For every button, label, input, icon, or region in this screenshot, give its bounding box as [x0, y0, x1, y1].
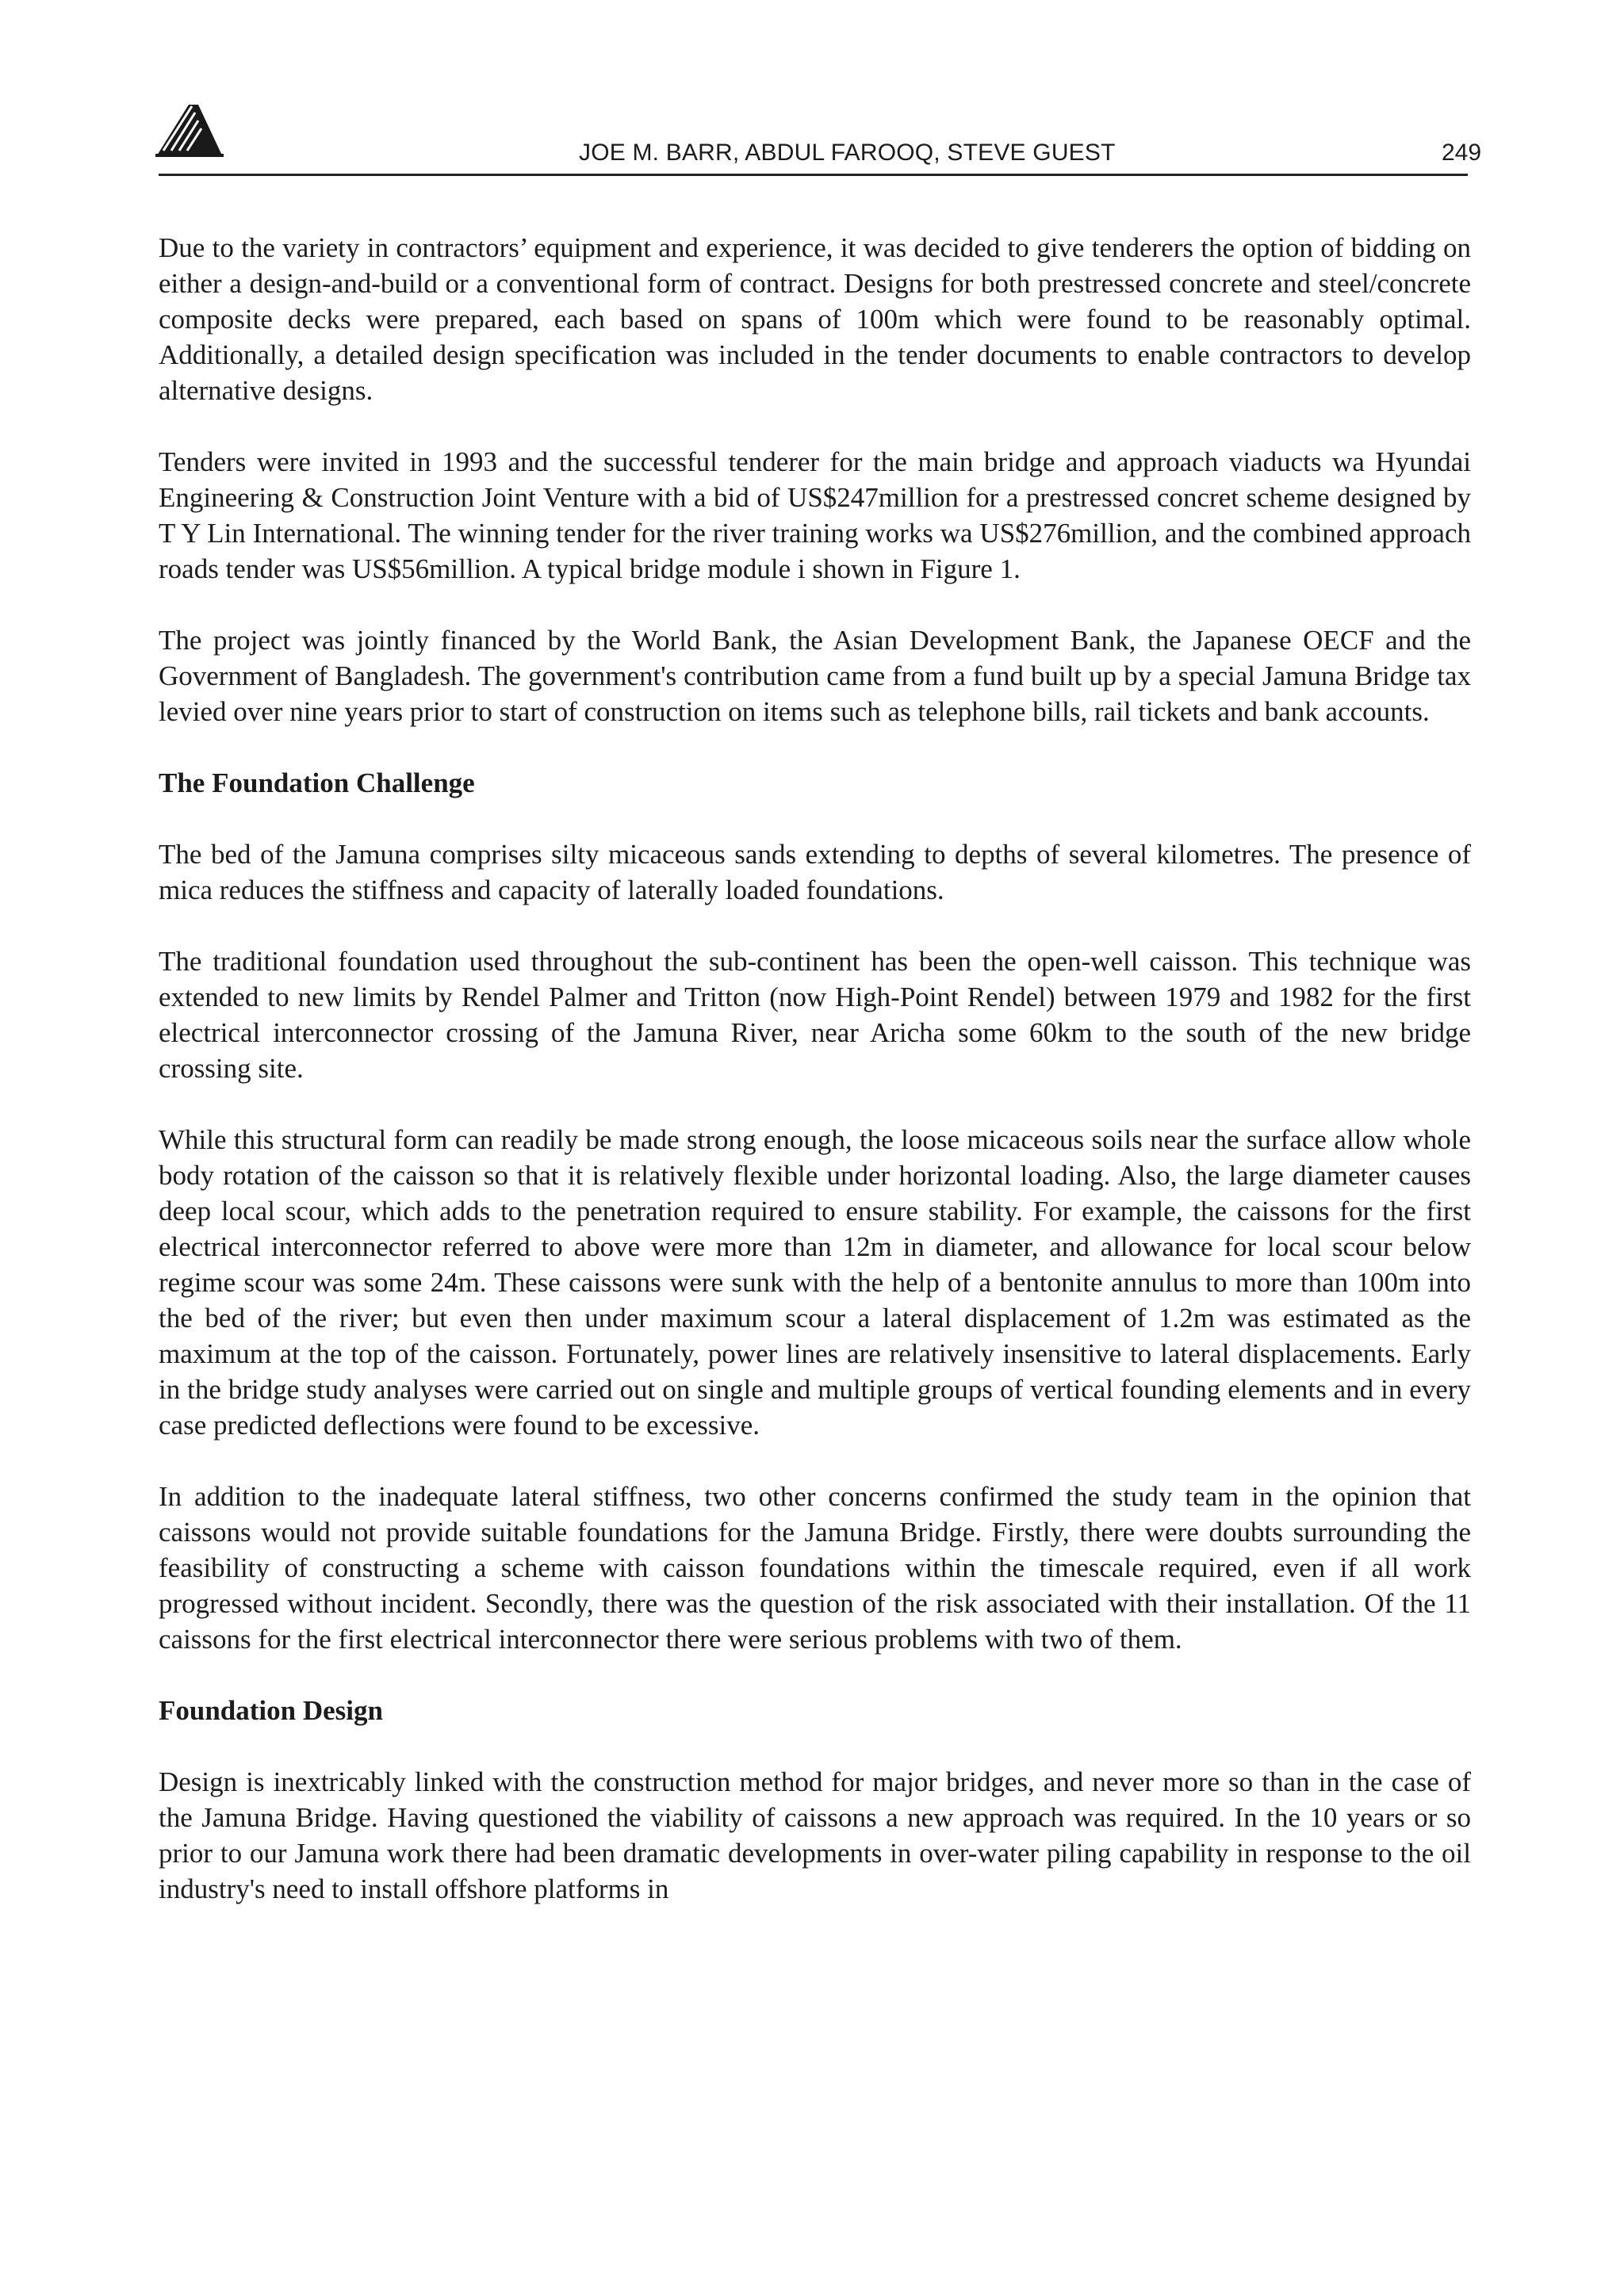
running-header-authors: JOE M. BARR, ABDUL FAROOQ, STEVE GUEST: [579, 140, 1116, 166]
publisher-logo-icon: [155, 101, 224, 157]
paragraph-traditional-foundation: The traditional foundation used throughout the sub-continent has been the open-well caisson. This technique was extended to new limits by Rendel Palmer and Tritton (now High-Point Rendel) between 1979 and 1982 for the first electrical interconnector crossing of the Jamuna River, near Aricha some 60km to the south of the new bridge crossing site.: [159, 946, 1471, 1084]
page-number: 249: [1442, 140, 1482, 166]
paragraph-caisson-behaviour: While this structural form can readily be made strong enough, the loose micaceous soils near the surface allow whole body rotation of the caisson so that it is relatively flexible under horizontal loading. Also, the large diameter causes deep local scour, which adds to the penetration required to ensure stability. For example, the caissons for the first electrical interconnector referred to above were more than 12m in diameter, and allowance for local scour below regime scour was some 24m. These caissons were sunk with the help of a bentonite annulus to more than 100m into the bed of the river; but even then under maximum scour a lateral displacement of 1.2m was estimated as the maximum at the top of the caisson. Fortunately, power lines are relatively insensitive to lateral displacements. Early in the bridge study analyses were carried out on single and multiple groups of vertical founding elements and in every case predicted deflections were found to be excessive.: [159, 1124, 1471, 1441]
section-heading-foundation-design: Foundation Design: [159, 1695, 383, 1726]
header-rule: [159, 174, 1468, 176]
paragraph-other-concerns: In addition to the inadequate lateral stiffness, two other concerns confirmed the study team in the opinion that caissons would not provide suitable foundations for the Jamuna Bridge. Firstly, there were doubts surrounding the feasibility of constructing a scheme with caisson foundations within the timescale required, even if all work progressed without incident. Secondly, there was the question of the risk associated with their installation. Of the 11 caissons for the first electrical interconnector there were serious problems with two of them.: [159, 1481, 1471, 1655]
paragraph-tender-results: Tenders were invited in 1993 and the successful tenderer for the main bridge and approach viaducts wa Hyundai Engineering & Construction Joint Venture with a bid of US$247million for a prestressed concret scheme designed by T Y Lin International. The winning tender for the river training works wa US$276million, and the combined approach roads tender was US$56million. A typical bridge module i shown in Figure 1.: [159, 446, 1471, 584]
paragraph-tender-options: Due to the variety in contractors’ equipment and experience, it was decided to give tenderers the option of bidding on either a design-and-build or a conventional form of contract. Designs for both prestressed concrete and steel/concrete composite decks were prepared, each based on spans of 100m which were found to be reasonably optimal. Additionally, a detailed design specification was included in the tender documents to enable contractors to develop alternative designs.: [159, 232, 1471, 406]
body-text: [159, 230, 1471, 1942]
paragraph-design-approach: Design is inextricably linked with the construction method for major bridges, and never more so than in the case of the Jamuna Bridge. Having questioned the viability of caissons a new approach was required. In the 10 years or so prior to our Jamuna work there had been dramatic developments in over-water piling capability in response to the oil industry's need to install offshore platforms in: [159, 1766, 1471, 1904]
section-heading-foundation-challenge: The Foundation Challenge: [159, 767, 475, 798]
paragraph-river-bed: The bed of the Jamuna comprises silty micaceous sands extending to depths of several kilometres. The presence of mica reduces the stiffness and capacity of laterally loaded foundations.: [159, 839, 1471, 905]
paragraph-financing: The project was jointly financed by the World Bank, the Asian Development Bank, the Japanese OECF and the Government of Bangladesh. The government's contribution came from a fund built up by a special Jamuna Bridge tax levied over nine years prior to start of construction on items such as telephone bills, rail tickets and bank accounts.: [159, 625, 1471, 727]
